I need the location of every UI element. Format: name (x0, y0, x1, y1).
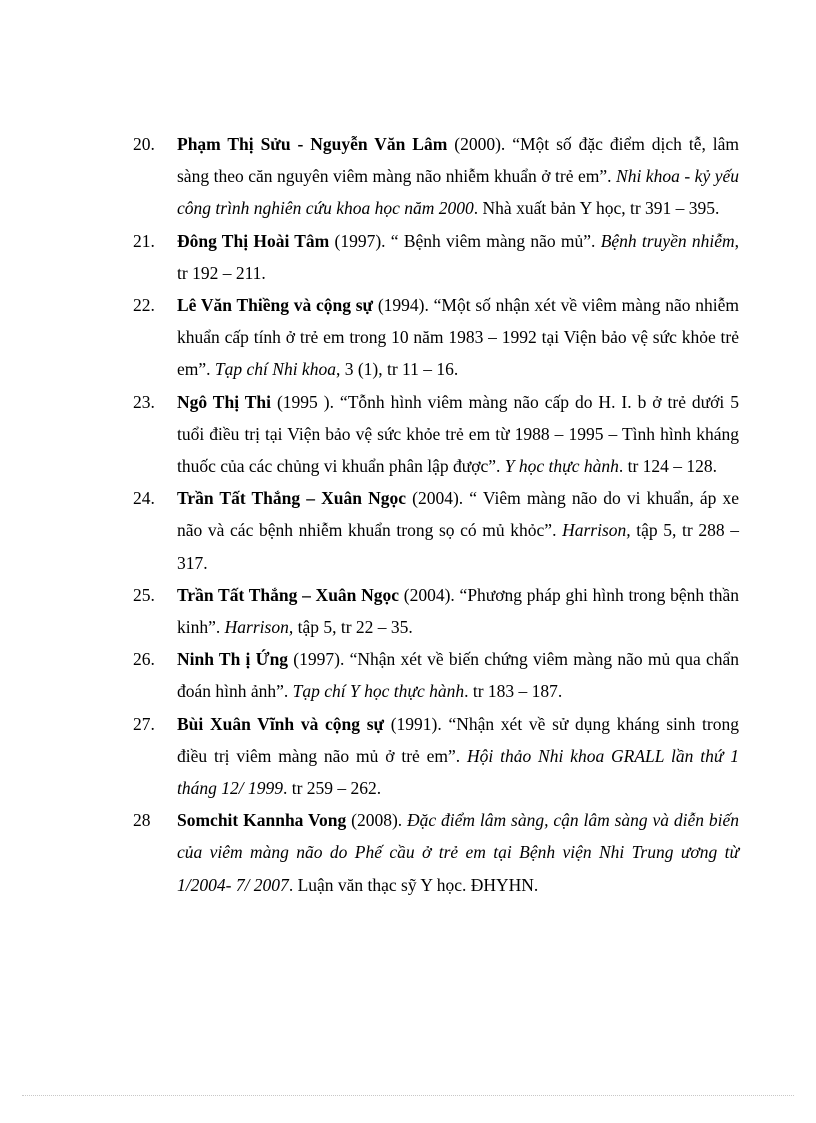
reference-authors: Trần Tất Thắng – Xuân Ngọc (177, 488, 407, 509)
reference-title: “Nhận xét về biến chứng viêm màng não mủ qua chẩn đoán hình ảnh”. (177, 649, 739, 702)
reference-details: . tr 124 – 128. (618, 456, 718, 477)
reference-authors: Somchit Kannha Vong (177, 810, 347, 831)
reference-authors: Ninh Th ị Ứng (177, 649, 289, 670)
reference-item (133, 708, 739, 805)
reference-number: 26. (133, 649, 155, 670)
reference-authors: Phạm Thị Sửu - Nguyễn Văn Lâm (177, 134, 448, 154)
reference-title: “Tỗnh hình viêm màng não cấp do H. I. b ở trẻ dưới 5 tuổi điều trị tại Viện bảo vệ sức khỏe trẻ em từ 1988 – 1995 – Tình hình kháng thuốc của các chủng vi khuẩn phân lập được”. (177, 391, 740, 477)
reference-details: . tr 259 – 262. (282, 778, 382, 799)
reference-number: 25. (133, 584, 155, 605)
reference-item (133, 482, 739, 579)
reference-item (133, 579, 739, 643)
reference-source: Y học thực hành (504, 456, 619, 477)
reference-source: Nhi khoa - kỷ yếu công trình nghiên cứu khoa học năm 2000 (177, 166, 740, 219)
reference-year: (2000). (447, 134, 513, 154)
reference-authors: Bùi Xuân Vĩnh và cộng sự (177, 713, 385, 734)
reference-year: (1997). (329, 230, 391, 251)
reference-source: Tạp chí Nhi khoa (214, 359, 336, 380)
reference-year: (1997). (288, 649, 350, 670)
reference-year: (2004). (406, 488, 470, 509)
reference-title: “Phương pháp ghi hình trong bệnh thần kinh”. (177, 584, 739, 638)
reference-source: Tạp chí Y học thực hành (292, 681, 465, 702)
reference-year: (2004). (399, 584, 460, 605)
reference-details: tập 5, tr 288 – 317. (177, 520, 739, 573)
reference-authors: Trần Tất Thắng – Xuân Ngọc (177, 584, 400, 605)
reference-year: (1995 ). (270, 391, 340, 412)
reference-year: (2008). (346, 810, 408, 831)
reference-title: “Nhận xét về sử dụng kháng sinh trong điều trị viêm màng não mủ ở trẻ em”. (177, 713, 739, 766)
reference-details: tập 5, tr 22 – 35. (293, 617, 413, 638)
reference-source: Harrison, (224, 617, 294, 638)
reference-source: Đặc điểm lâm sàng, cận lâm sàng và diễn biến của viêm màng não do Phế cầu ở trẻ em tại Bệnh viện Nhi Trung ương từ 1/2004- 7/ 2007 (177, 810, 740, 895)
reference-number: 27. (133, 713, 155, 734)
reference-source: Hội thảo Nhi khoa GRALL lần thứ 1 tháng 12/ 1999 (177, 745, 739, 799)
reference-item (133, 225, 739, 289)
reference-title: “Một số đặc điểm dịch tễ, lâm sàng theo căn nguyên viêm màng não nhiễm khuẩn ở trẻ em”. (177, 134, 740, 187)
reference-number: 22. (133, 295, 155, 316)
page-bottom-divider (22, 1095, 794, 1096)
reference-number: 28 (133, 810, 151, 831)
reference-details: , 3 (1), tr 11 – 16. (335, 359, 459, 380)
reference-details: , tr 192 – 211. (177, 230, 740, 283)
reference-year: (1991). (384, 713, 449, 734)
reference-details: . Luận văn thạc sỹ Y học. ĐHYHN. (288, 874, 539, 895)
reference-number: 21. (133, 230, 155, 251)
reference-item (133, 643, 739, 707)
reference-authors: Đông Thị Hoài Tâm (177, 230, 330, 251)
reference-title: “ Bệnh viêm màng não mủ”. (390, 230, 601, 251)
reference-item (133, 289, 739, 386)
reference-list (133, 128, 739, 901)
reference-number: 24. (133, 488, 155, 509)
reference-year: (1994). (373, 295, 434, 316)
reference-details: . tr 183 – 187. (464, 681, 563, 702)
reference-number: 20. (133, 134, 155, 154)
reference-source: Bệnh truyền nhiễm (600, 230, 735, 251)
reference-authors: Lê Văn Thiềng và cộng sự (177, 295, 374, 316)
reference-title: “ Viêm màng não do vi khuẩn, áp xe não và các bệnh nhiễm khuẩn trong sọ có mủ khỏc”. (177, 488, 740, 541)
reference-source: Harrison, (562, 520, 631, 541)
reference-number: 23. (133, 391, 155, 412)
reference-item (133, 128, 739, 225)
reference-details: . Nhà xuất bản Y học, tr 391 – 395. (473, 198, 720, 219)
reference-item (133, 386, 739, 483)
reference-item (133, 804, 739, 901)
reference-title: “Một số nhận xét về viêm màng não nhiễm khuẩn cấp tính ở trẻ em trong 10 năm 1983 – 1992 tại Viện bảo vệ sức khỏe trẻ em”. (177, 295, 740, 380)
reference-authors: Ngô Thị Thi (177, 391, 271, 412)
